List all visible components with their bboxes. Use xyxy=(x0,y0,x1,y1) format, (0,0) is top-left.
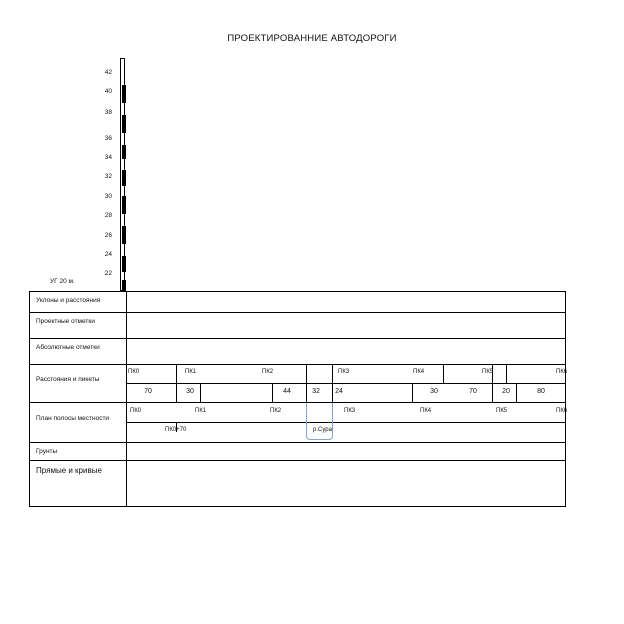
distance-value: 30 xyxy=(186,388,194,395)
distance-value: 24 xyxy=(335,388,343,395)
row-label-soils: Грунты xyxy=(36,448,58,455)
distance-value: 70 xyxy=(144,388,152,395)
distance-divider xyxy=(516,383,517,402)
scale-tick: 36 xyxy=(104,135,112,142)
row-separator xyxy=(29,312,566,313)
row-separator xyxy=(29,442,566,443)
scale-tick: 34 xyxy=(104,154,112,161)
row-separator xyxy=(29,338,566,339)
picket-divider xyxy=(306,364,307,402)
scale-tick: 28 xyxy=(104,212,112,219)
picket-label: ПК2 xyxy=(262,369,274,375)
scale-segment xyxy=(122,145,126,159)
scale-tick: 38 xyxy=(104,109,112,116)
scale-segment xyxy=(122,280,126,291)
distance-value: 30 xyxy=(430,388,438,395)
plan-picket-label: ПК1 xyxy=(195,408,207,414)
picket-label: ПК5 xyxy=(482,369,494,375)
scale-label: УГ 20 м. xyxy=(50,278,75,285)
river-outline xyxy=(306,403,333,440)
row-label-plan: План полосы местности xyxy=(36,415,110,422)
scale-tick: 30 xyxy=(104,193,112,200)
picket-label: ПК6 xyxy=(556,369,568,375)
scale-segment xyxy=(122,85,126,103)
plan-picket-label: ПК0 xyxy=(130,408,142,414)
picket-label: ПК1 xyxy=(185,369,197,375)
distance-divider xyxy=(412,383,413,402)
row-label-slopes: Уклоны и расстояния xyxy=(36,297,101,304)
picket-divider xyxy=(332,364,333,402)
scale-tick: 32 xyxy=(104,173,112,180)
distance-value: 70 xyxy=(469,388,477,395)
distance-value: 32 xyxy=(312,388,320,395)
row-label-distances: Расстояния и пикеты xyxy=(36,376,100,383)
distance-value: 80 xyxy=(537,388,545,395)
plan-picket-label: ПК2 xyxy=(270,408,282,414)
scale-segment xyxy=(122,226,126,244)
picket-label: ПК3 xyxy=(338,369,350,375)
scale-tick: 24 xyxy=(104,251,112,258)
scale-segment xyxy=(122,196,126,214)
station-label: ПК0+70 xyxy=(165,427,187,433)
page-title: ПРОЕКТИРОВАННИЕ АВТОДОРОГИ xyxy=(227,33,397,44)
scale-segment xyxy=(122,115,126,133)
scale-tick: 40 xyxy=(104,88,112,95)
distance-divider xyxy=(272,383,273,402)
scale-tick: 22 xyxy=(104,270,112,277)
distance-value: 20 xyxy=(502,388,510,395)
plan-picket-label: ПК6 xyxy=(556,408,568,414)
river-label: р.Сура xyxy=(313,427,332,433)
label-column-divider xyxy=(126,291,127,507)
scale-tick: 42 xyxy=(104,69,112,76)
scale-segment xyxy=(122,170,126,186)
row-separator xyxy=(126,422,566,423)
distance-value: 44 xyxy=(283,388,291,395)
row-separator xyxy=(29,402,566,403)
row-separator xyxy=(29,364,566,365)
row-label-design-marks: Проектные отметки xyxy=(36,318,95,325)
picket-label: ПК4 xyxy=(413,369,425,375)
plan-picket-label: ПК5 xyxy=(496,408,508,414)
plan-picket-label: ПК3 xyxy=(344,408,356,414)
row-label-lines: Прямые и кривые xyxy=(36,466,102,475)
picket-divider xyxy=(176,364,177,402)
plan-picket-label: ПК4 xyxy=(420,408,432,414)
row-label-absolute-marks: Абсолютные отметки xyxy=(36,344,100,351)
row-separator xyxy=(29,460,566,461)
picket-divider xyxy=(443,364,444,383)
picket-divider xyxy=(506,364,507,383)
profile-table xyxy=(29,291,566,507)
picket-label: ПК0 xyxy=(128,369,140,375)
distance-divider xyxy=(200,383,201,402)
row-separator xyxy=(126,383,566,384)
scale-tick: 26 xyxy=(104,232,112,239)
scale-segment xyxy=(122,256,126,272)
